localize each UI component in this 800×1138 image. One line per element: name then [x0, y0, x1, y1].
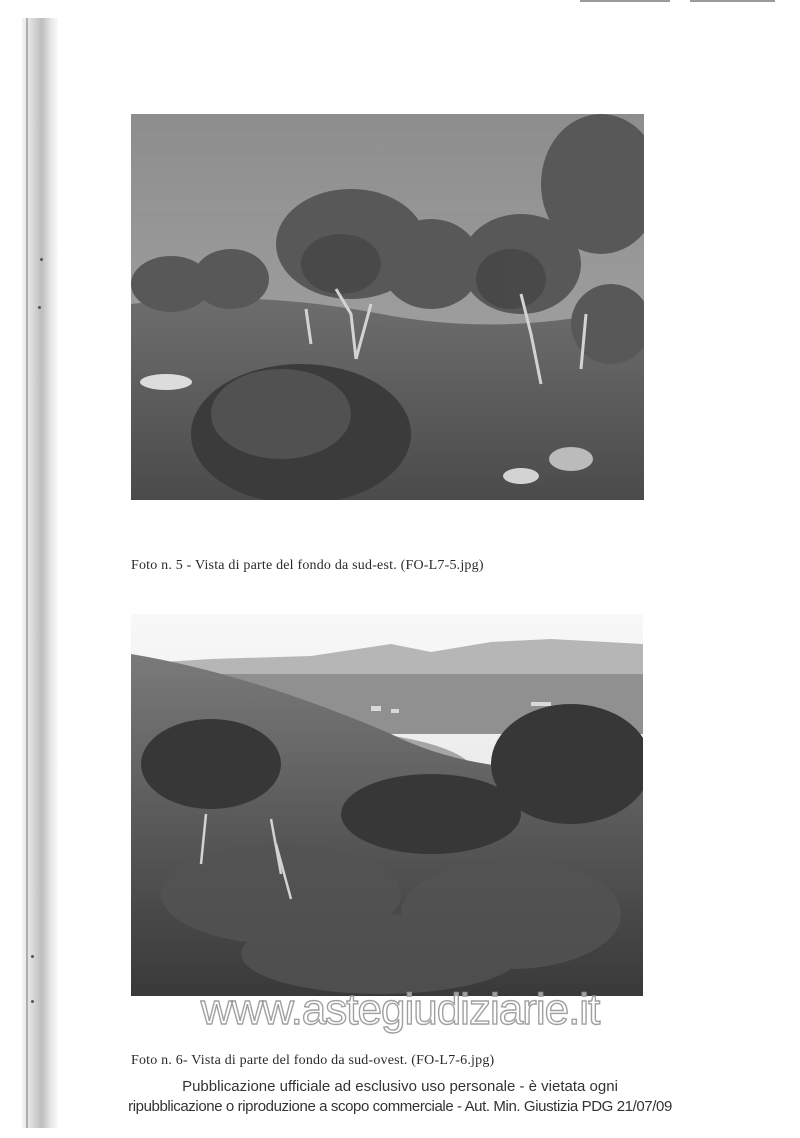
scan-top-mark [580, 0, 670, 2]
photo-caption-foto-6: Foto n. 6- Vista di parte del fondo da sud-ovest. (FO-L7-6.jpg) [131, 1053, 495, 1068]
photo-caption-foto-5: Foto n. 5 - Vista di parte del fondo da sud-est. (FO-L7-5.jpg) [131, 558, 484, 573]
footer-notice-line-2: ripubblicazione o riproduzione a scopo commerciale - Aut. Min. Giustizia PDG 21/07/09 [128, 1098, 672, 1115]
scan-top-mark [690, 0, 775, 2]
scan-artifact-dot [38, 306, 41, 309]
footer-notice-line-1: Pubblicazione ufficiale ad esclusivo uso personale - è vietata ogni [182, 1078, 618, 1095]
scan-artifact-dot [31, 955, 34, 958]
scan-page-edge [22, 18, 58, 1128]
watermark: www.astegiudiziarie.it [200, 985, 600, 1034]
scan-artifact-dot [40, 258, 43, 261]
photo-foto-5 [131, 114, 644, 500]
photo-foto-6 [131, 614, 643, 996]
